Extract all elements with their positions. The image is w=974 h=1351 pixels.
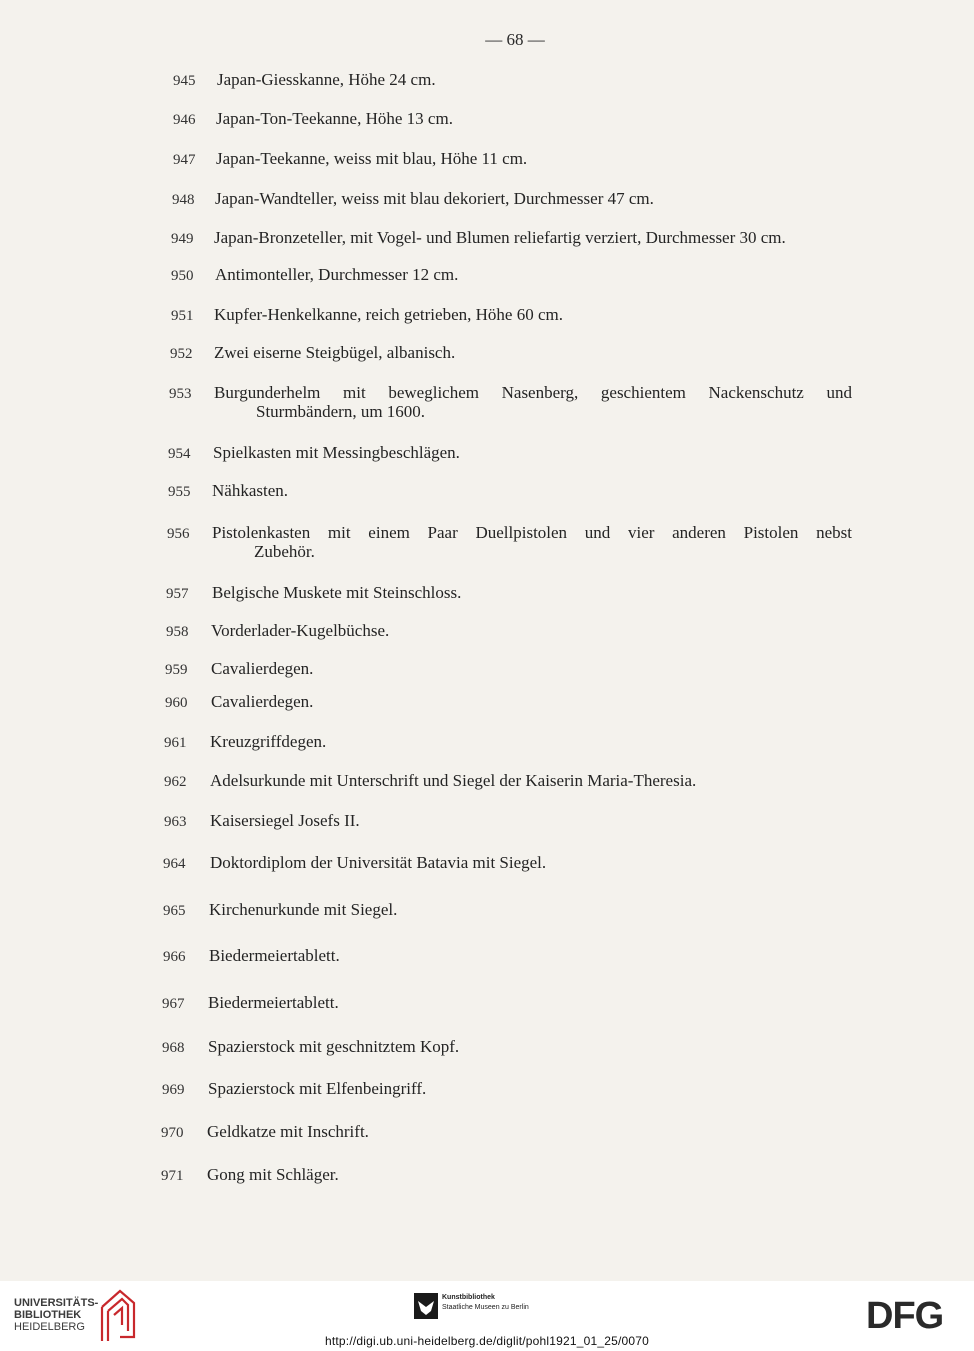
entry-number: 963 bbox=[164, 814, 187, 830]
entry-description: Gong mit Schläger. bbox=[207, 1165, 339, 1184]
entry-description: Cavalierdegen. bbox=[211, 659, 314, 678]
entry-description: Kirchenurkunde mit Siegel. bbox=[209, 900, 398, 919]
entry-number: 962 bbox=[164, 774, 187, 790]
kb-line-1: Kunstbibliothek bbox=[442, 1294, 495, 1301]
entry-description: Japan-Ton-Teekanne, Höhe 13 cm. bbox=[216, 109, 453, 128]
entry-number: 970 bbox=[161, 1125, 184, 1141]
entry-number: 956 bbox=[167, 526, 190, 542]
entry-description: Burgunderhelm mit beweglichem Nasenberg, geschientem Nackenschutz und bbox=[214, 383, 852, 402]
entry-description: Nähkasten. bbox=[212, 481, 289, 500]
entry-description: Japan-Giesskanne, Höhe 24 cm. bbox=[217, 70, 436, 89]
entry-description: Cavalierdegen. bbox=[211, 692, 314, 711]
ub-line-3: HEIDELBERG bbox=[14, 1321, 85, 1333]
entry-number: 958 bbox=[166, 624, 189, 640]
entry-description: Antimonteller, Durchmesser 12 cm. bbox=[215, 265, 459, 284]
entry-number: 952 bbox=[170, 346, 193, 362]
entry-number: 959 bbox=[165, 662, 188, 678]
entry-number: 968 bbox=[162, 1040, 185, 1056]
entry-number: 960 bbox=[165, 695, 188, 711]
entry-description-continuation: Sturmbändern, um 1600. bbox=[256, 402, 426, 421]
entry-description-continuation: Zubehör. bbox=[254, 542, 315, 561]
entry-number: 967 bbox=[162, 996, 185, 1012]
page-number: — 68 — bbox=[485, 30, 545, 49]
entry-number: 953 bbox=[169, 386, 192, 402]
entry-description: Spazierstock mit Elfenbeingriff. bbox=[208, 1079, 427, 1098]
dfg-logo-text: DFG bbox=[866, 1297, 944, 1333]
entry-description: Biedermeiertablett. bbox=[209, 946, 340, 965]
entry-description: Adelsurkunde mit Unterschrift und Siegel der Kaiserin Maria-Theresia. bbox=[210, 771, 697, 790]
entry-number: 957 bbox=[166, 586, 189, 602]
entry-description: Vorderlader-Kugelbüchse. bbox=[211, 621, 390, 640]
entry-description: Spielkasten mit Messingbeschlägen. bbox=[213, 443, 460, 462]
entry-description: Kupfer-Henkelkanne, reich getrieben, Höhe 60 cm. bbox=[214, 305, 563, 324]
kb-line-2: Staatliche Museen zu Berlin bbox=[442, 1304, 529, 1311]
entry-number: 964 bbox=[163, 856, 186, 872]
entry-description: Biedermeiertablett. bbox=[208, 993, 339, 1012]
ub-line-2: BIBLIOTHEK bbox=[14, 1309, 82, 1321]
entry-number: 965 bbox=[163, 903, 186, 919]
entry-description: Japan-Bronzeteller, mit Vogel- und Blumen reliefartig verziert, Durchmesser 30 cm. bbox=[214, 228, 786, 247]
entry-number: 949 bbox=[171, 231, 194, 247]
source-url-link[interactable]: http://digi.ub.uni-heidelberg.de/diglit/pohl1921_01_25/0070 bbox=[324, 1334, 650, 1348]
entry-number: 971 bbox=[161, 1168, 184, 1184]
eagle-icon bbox=[414, 1293, 438, 1319]
ub-line-1: UNIVERSITÄTS- bbox=[14, 1297, 99, 1309]
ub-heidelberg-logo-text bbox=[14, 1297, 98, 1333]
entry-description: Doktordiplom der Universität Batavia mit Siegel. bbox=[210, 853, 547, 872]
entry-description: Belgische Muskete mit Steinschloss. bbox=[212, 583, 462, 602]
digitization-footer bbox=[0, 1281, 974, 1351]
entry-number: 969 bbox=[162, 1082, 185, 1098]
entry-description: Geldkatze mit Inschrift. bbox=[207, 1122, 369, 1141]
entry-number: 950 bbox=[171, 268, 194, 284]
entry-number: 955 bbox=[168, 484, 191, 500]
entry-description: Japan-Wandteller, weiss mit blau dekoriert, Durchmesser 47 cm. bbox=[215, 189, 654, 208]
entry-description: Zwei eiserne Steigbügel, albanisch. bbox=[214, 343, 456, 362]
entry-description: Kreuzgriffdegen. bbox=[210, 732, 327, 751]
entry-number: 966 bbox=[163, 949, 186, 965]
entry-number: 961 bbox=[164, 735, 187, 751]
entry-number: 948 bbox=[172, 192, 195, 208]
dfg-logo bbox=[866, 1297, 960, 1333]
entry-description: Japan-Teekanne, weiss mit blau, Höhe 11 cm. bbox=[216, 149, 528, 168]
entry-description: Pistolenkasten mit einem Paar Duellpistolen und vier anderen Pistolen nebst bbox=[212, 523, 852, 542]
entry-number: 947 bbox=[173, 152, 196, 168]
entry-number: 954 bbox=[168, 446, 191, 462]
entry-number: 945 bbox=[173, 73, 196, 89]
entry-description: Spazierstock mit geschnitztem Kopf. bbox=[208, 1037, 460, 1056]
entry-number: 946 bbox=[173, 112, 196, 128]
entry-description: Kaisersiegel Josefs II. bbox=[210, 811, 360, 830]
entry-number: 951 bbox=[171, 308, 194, 324]
